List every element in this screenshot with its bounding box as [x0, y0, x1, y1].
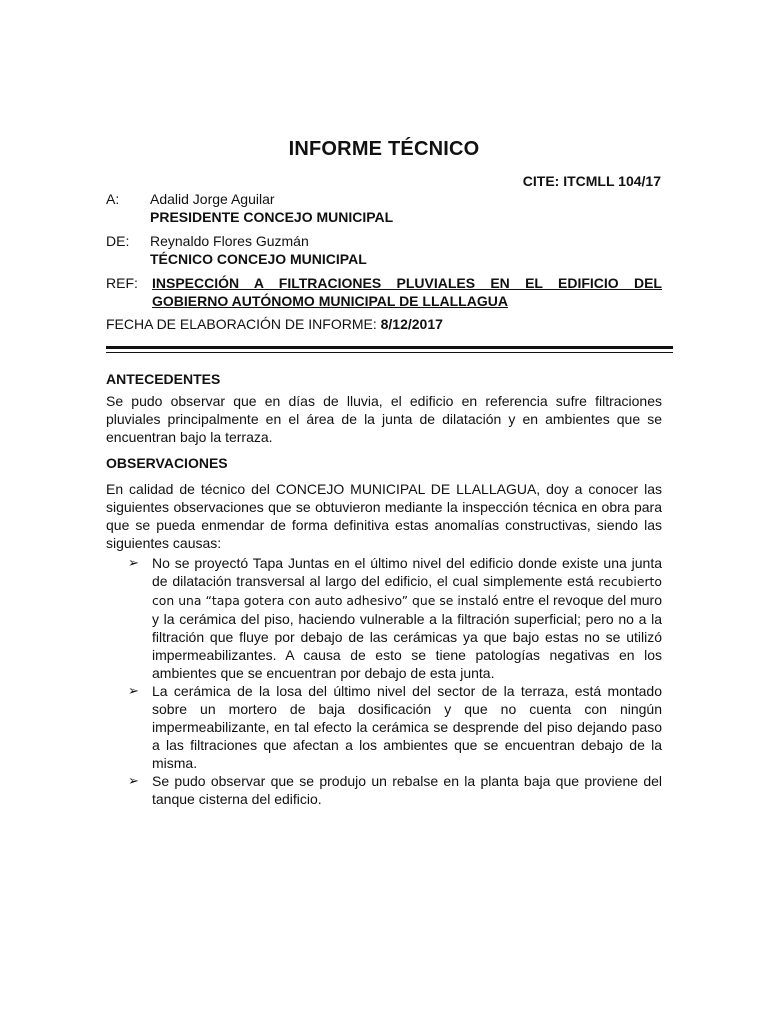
arrow-bullet-icon: ➢ [128, 773, 139, 788]
list-item [128, 554, 662, 682]
observation-1-part-a: No se proyectó Tapa Juntas en el último nivel del edificio donde existe una junta de dilatación transversal al largo del edificio, el cual simplemente está [152, 555, 662, 589]
arrow-bullet-icon: ➢ [128, 555, 139, 570]
sender-position: TÉCNICO CONCEJO MUNICIPAL [150, 251, 367, 267]
sender-label: DE: [106, 233, 130, 249]
observation-3-text: Se pudo observar que se produjo un rebalse en la planta baja que proviene del tanque cisterna del edificio. [152, 773, 662, 807]
reference-line-2: GOBIERNO AUTÓNOMO MUNICIPAL DE LLALLAGUA [152, 293, 508, 309]
reference-subject [152, 274, 662, 310]
recipient-name: Adalid Jorge Aguilar [150, 191, 275, 207]
reference-label: REF: [106, 275, 138, 291]
report-date [106, 316, 443, 332]
observation-1-part-c: ntre el revoque del muro y la cerámica del piso, haciendo vulnerable a la filtración superficial; pero no a la filtración que fluye por debajo de las cerámicas ya que bajo estas no se utilizó impermeabilizantes. A causa de esto se tiene patologías negativas en los ambientes que se encuentran por debajo de esta junta. [152, 592, 662, 681]
recipient-position: PRESIDENTE CONCEJO MUNICIPAL [150, 209, 394, 225]
cite-reference: CITE: ITCMLL 104/17 [522, 173, 661, 189]
header-divider-thin [106, 352, 673, 353]
reference-line-1: INSPECCIÓN A FILTRACIONES PLUVIALES EN EL EDIFICIO DEL [152, 275, 662, 291]
list-item [128, 682, 662, 772]
observation-1-part-b: recubierto con una “tapa gotera con auto adhesivo” que se instaló e [152, 574, 662, 608]
observaciones-heading: OBSERVACIONES [106, 455, 228, 471]
header-divider-thick [106, 346, 673, 349]
arrow-bullet-icon: ➢ [128, 683, 139, 698]
observations-list [128, 554, 662, 808]
sender-name: Reynaldo Flores Guzmán [150, 233, 309, 249]
recipient-label: A: [106, 191, 120, 207]
antecedentes-text: Se pudo observar que en días de lluvia, el edificio en referencia sufre filtraciones pluviales principalmente en el área de la junta de dilatación y en ambientes que se encuentran bajo la terraza. [106, 393, 662, 445]
observaciones-intro: En calidad de técnico del CONCEJO MUNICIPAL DE LLALLAGUA, doy a conocer las siguientes observaciones que se obtuvieron mediante la inspección técnica en obra para que se pueda enmendar de forma definitiva estas anomalías constructivas, siendo las siguientes causas: [106, 481, 662, 551]
list-item [128, 772, 662, 808]
document-title: INFORME TÉCNICO [288, 138, 480, 160]
report-date-value: 8/12/2017 [380, 316, 443, 332]
report-date-label: FECHA DE ELABORACIÓN DE INFORME: [106, 316, 377, 332]
observation-2-text: La cerámica de la losa del último nivel del sector de la terraza, está montado sobre un mortero de baja dosificación y que no cuenta con ningún impermeabilizante, en tal efecto la cerámica se desprende del piso dejando paso a las filtraciones que afectan a los ambientes que se encuentran debajo de la misma. [152, 683, 662, 771]
antecedentes-heading: ANTECEDENTES [106, 371, 221, 387]
